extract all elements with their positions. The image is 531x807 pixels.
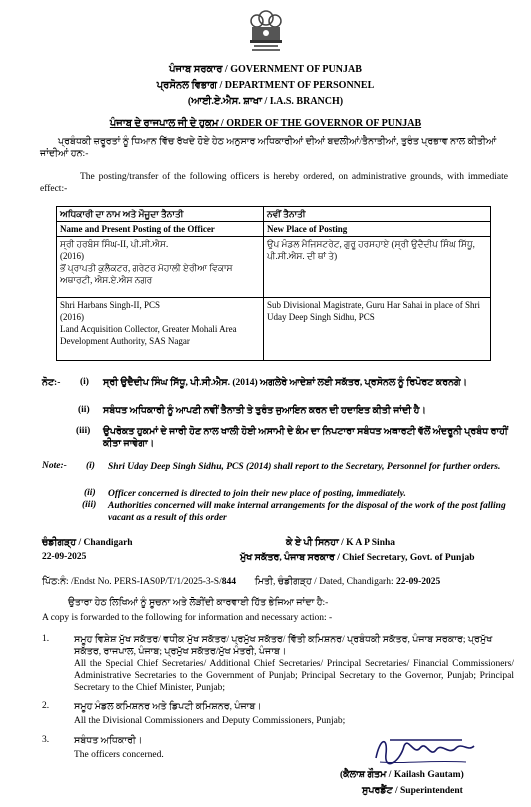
recipient-pa: ਸਮੂਹ ਮੰਡਲ ਕਮਿਸ਼ਨਰ ਅਤੇ ਡਿਪਟੀ ਕਮਿਸ਼ਨਰ, ਪੰਜਾਬ। [74, 702, 262, 712]
posting-table [56, 206, 491, 361]
note-item-en: Officer concerned is directed to join their new place of posting, immediately. [108, 489, 406, 499]
chief-secretary-name: ਕੇ ਏ ਪੀ ਸਿਨਹਾ / K A P Sinha [286, 538, 396, 548]
note-label-en: Note:- [42, 461, 67, 471]
chief-secretary-designation: ਮੁੱਖ ਸਕੱਤਰ, ਪੰਜਾਬ ਸਰਕਾਰ / Chief Secretary, Govt. of Punjab [240, 553, 475, 563]
intro-english: The posting/transfer of the following officers is hereby ordered, on administrative grounds, with immediate effect:- [40, 172, 508, 194]
header-name-en: Name and Present Posting of the Officer [60, 224, 215, 234]
endorsement-number: 844 [221, 577, 236, 587]
note-num: (i) [86, 461, 95, 471]
recipient-pa: ਸਬੰਧਤ ਅਧਿਕਾਰੀ। [74, 736, 143, 746]
endorsement-prefix: ਪਿੱਠ:ਨੰ: /Endst No. PERS-IAS0P/T/1/2025-3-S/ [42, 577, 222, 587]
recipient-en: All the Divisional Commissioners and Deputy Commissioners, Punjab; [74, 716, 346, 726]
new-posting-pa: ਉਪ ਮੰਡਲ ਮੈਜਿਸਟਰੇਟ, ਗੁਰੂ ਹਰਸਹਾਏ (ਸ੍ਰੀ ਉਦੈਦੀਪ ਸਿੰਘ ਸਿੱਧੂ, ਪੀ.ਸੀ.ਐਸ. ਦੀ ਥਾਂ ਤੇ) [267, 239, 475, 261]
note-num: (ii) [84, 488, 96, 498]
table-row [57, 298, 491, 361]
superintendent-name: (ਕੈਲਾਸ਼ ਗੌਤਮ / Kailash Gautam) [340, 770, 464, 780]
copy-forward-pa: ਉਤਾਰਾ ਹੇਠ ਲਿਖਿਆਂ ਨੂੰ ਸੂਚਨਾ ਅਤੇ ਲੋੜੀਂਦੀ ਕਾਰਵਾਈ ਹਿੱਤ ਭੇਜਿਆ ਜਾਂਦਾ ਹੈ:- [68, 598, 329, 608]
note-item-pa: ਉਪਰੋਕਤ ਹੁਕਮਾਂ ਦੇ ਜਾਰੀ ਹੋਣ ਨਾਲ ਖਾਲੀ ਹੋਈ ਅਸਾਮੀ ਦੇ ਕੰਮ ਦਾ ਨਿਪਟਾਰਾ ਸਬੰਧਤ ਅਥਾਰਟੀ ਵੱਲੋਂ ਅੰਦਰੂਨੀ ਪ੍ਰਬੰਧ ਰਾਹੀਂ ਕੀਤਾ ਜਾਵੇਗਾ। [103, 427, 508, 449]
dept-heading: ਪ੍ਰਸੋਨਲ ਵਿਭਾਗ / DEPARTMENT OF PERSONNEL [156, 80, 375, 91]
recipient-en: All the Special Chief Secretaries/ Additional Chief Secretaries/ Principal Secretaries/ Financial Commissioners/ Administrative Secretaries to the Government of Punjab; Principal Secretary to the Governor, Punjab; Principal Secretary to the Chief Minister, Punjab; [74, 659, 514, 693]
state-emblem-icon [243, 4, 289, 56]
header-new-pa: ਨਵੀਂ ਤੈਨਾਤੀ [267, 209, 306, 219]
order-date: 22-09-2025 [42, 552, 87, 562]
table-row [57, 237, 491, 298]
recipient-num: 3. [42, 735, 50, 745]
header-name-pa: ਅਧਿਕਾਰੀ ਦਾ ਨਾਮ ਅਤੇ ਮੌਜੂਦਾ ਤੈਨਾਤੀ [60, 209, 184, 219]
branch-heading: (ਆਈ.ਏ.ਐਸ. ਸ਼ਾਖਾ / I.A.S. BRANCH) [187, 96, 344, 107]
note-item-en: Shri Uday Deep Singh Sidhu, PCS (2014) shall report to the Secretary, Personnel for further orders. [108, 462, 501, 472]
header-new-en: New Place of Posting [267, 224, 348, 234]
govt-heading: ਪੰਜਾਬ ਸਰਕਾਰ / GOVERNMENT OF PUNJAB [169, 64, 362, 75]
endorsement-dated-label: ਮਿਤੀ, ਚੰਡੀਗੜ੍ਹ / Dated, Chandigarh: [254, 577, 394, 587]
table-header-row [57, 222, 491, 237]
copy-forward-en: A copy is forwarded to the following for information and necessary action: - [42, 613, 333, 623]
note-item-en: Authorities concerned will make internal arrangements for the disposal of the work of the post falling vacant as a result of this order [108, 501, 506, 523]
note-num: (iii) [76, 426, 91, 436]
note-item-pa: ਸਬੰਧਤ ਅਧਿਕਾਰੀ ਨੂੰ ਆਪਣੀ ਨਵੀਂ ਤੈਨਾਤੀ ਤੇ ਤੁਰੰਤ ਜੁਆਇਨ ਕਰਨ ਦੀ ਹਦਾਇਤ ਕੀਤੀ ਜਾਂਦੀ ਹੈ। [103, 406, 426, 416]
order-title: ਪੰਜਾਬ ਦੇ ਰਾਜਪਾਲ ਜੀ ਦੇ ਹੁਕਮ / ORDER OF THE GOVERNOR OF PUNJAB [109, 118, 422, 129]
new-posting-en: Sub Divisional Magistrate, Guru Har Sahai in place of Shri Uday Deep Singh Sidhu, PCS [267, 300, 480, 322]
note-num: (iii) [82, 500, 97, 510]
note-num: (i) [80, 377, 89, 387]
handwritten-signature [370, 732, 480, 766]
place: ਚੰਡੀਗੜ੍ਹ / Chandigarh [42, 538, 133, 548]
recipient-num: 2. [42, 701, 50, 711]
recipient-pa: ਸਮੂਹ ਵਿਸ਼ੇਸ਼ ਮੁੱਖ ਸਕੱਤਰ/ ਵਧੀਕ ਮੁੱਖ ਸਕੱਤਰ/ ਪ੍ਰਮੁੱਖ ਸਕੱਤਰ/ ਵਿੱਤੀ ਕਮਿਸ਼ਨਰ/ ਪ੍ਰਬੰਧਕੀ ਸਕੱਤਰ, ਪੰਜਾਬ ਸਰਕਾਰ; ਪ੍ਰਮੁੱਖ ਸਕੱਤਰ, ਰਾਜਪਾਲ, ਪੰਜਾਬ; ਪ੍ਰਮੁੱਖ ਸਕੱਤਰ/ਮੁੱਖ ਮੰਤਰੀ, ਪੰਜਾਬ। [74, 635, 493, 657]
recipient-num: 1. [42, 634, 50, 644]
intro-punjabi: ਪ੍ਰਬੰਧਕੀ ਜ਼ਰੂਰਤਾਂ ਨੂੰ ਧਿਆਨ ਵਿੱਚ ਰੱਖਦੇ ਹੋਏ ਹੇਠ ਅਨੁਸਾਰ ਅਧਿਕਾਰੀਆਂ ਦੀਆਂ ਬਦਲੀਆਂ/ਤੈਨਾਤੀਆਂ, ਤੁਰੰਤ ਪ੍ਰਭਾਵ ਨਾਲ ਕੀਤੀਆਂ ਜਾਂਦੀਆਂ ਹਨ:- [40, 137, 497, 159]
officer-pa: ਸ੍ਰੀ ਹਰਬੰਸ ਸਿੰਘ-II, ਪੀ.ਸੀ.ਐਸ. (2016) ਭੋਂ ਪ੍ਰਾਪਤੀ ਕੁਲੈਕਟਰ, ਗਰੇਟਰ ਮੋਹਾਲੀ ਏਰੀਆ ਵਿਕਾਸ ਅਥਾਰਟੀ, ਐਸ.ਏ.ਐਸ ਨਗਰ [60, 239, 233, 285]
note-item-pa: ਸ੍ਰੀ ਉਦੈਦੀਪ ਸਿੰਘ ਸਿੱਧੂ, ਪੀ.ਸੀ.ਐਸ. (2014) ਅਗਲੇਰੇ ਆਦੇਸ਼ਾਂ ਲਈ ਸਕੱਤਰ, ਪ੍ਰਸੋਨਲ ਨੂੰ ਰਿਪੋਰਟ ਕਰਨਗੇ। [103, 378, 468, 388]
superintendent-designation: ਸੁਪਰਡੈਂਟ / Superintendent [362, 786, 463, 796]
endorsement-date: 22-09-2025 [395, 577, 441, 587]
officer-en: Shri Harbans Singh-II, PCS (2016) Land Acquisition Collector, Greater Mohali Area Development Authority, SAS Nagar [60, 300, 237, 346]
endorsement-line [42, 576, 512, 587]
table-header-row [57, 207, 491, 222]
recipient-en: The officers concerned. [74, 750, 164, 760]
note-label-pa: ਨੋਟ:- [42, 378, 61, 388]
note-num: (ii) [78, 405, 90, 415]
